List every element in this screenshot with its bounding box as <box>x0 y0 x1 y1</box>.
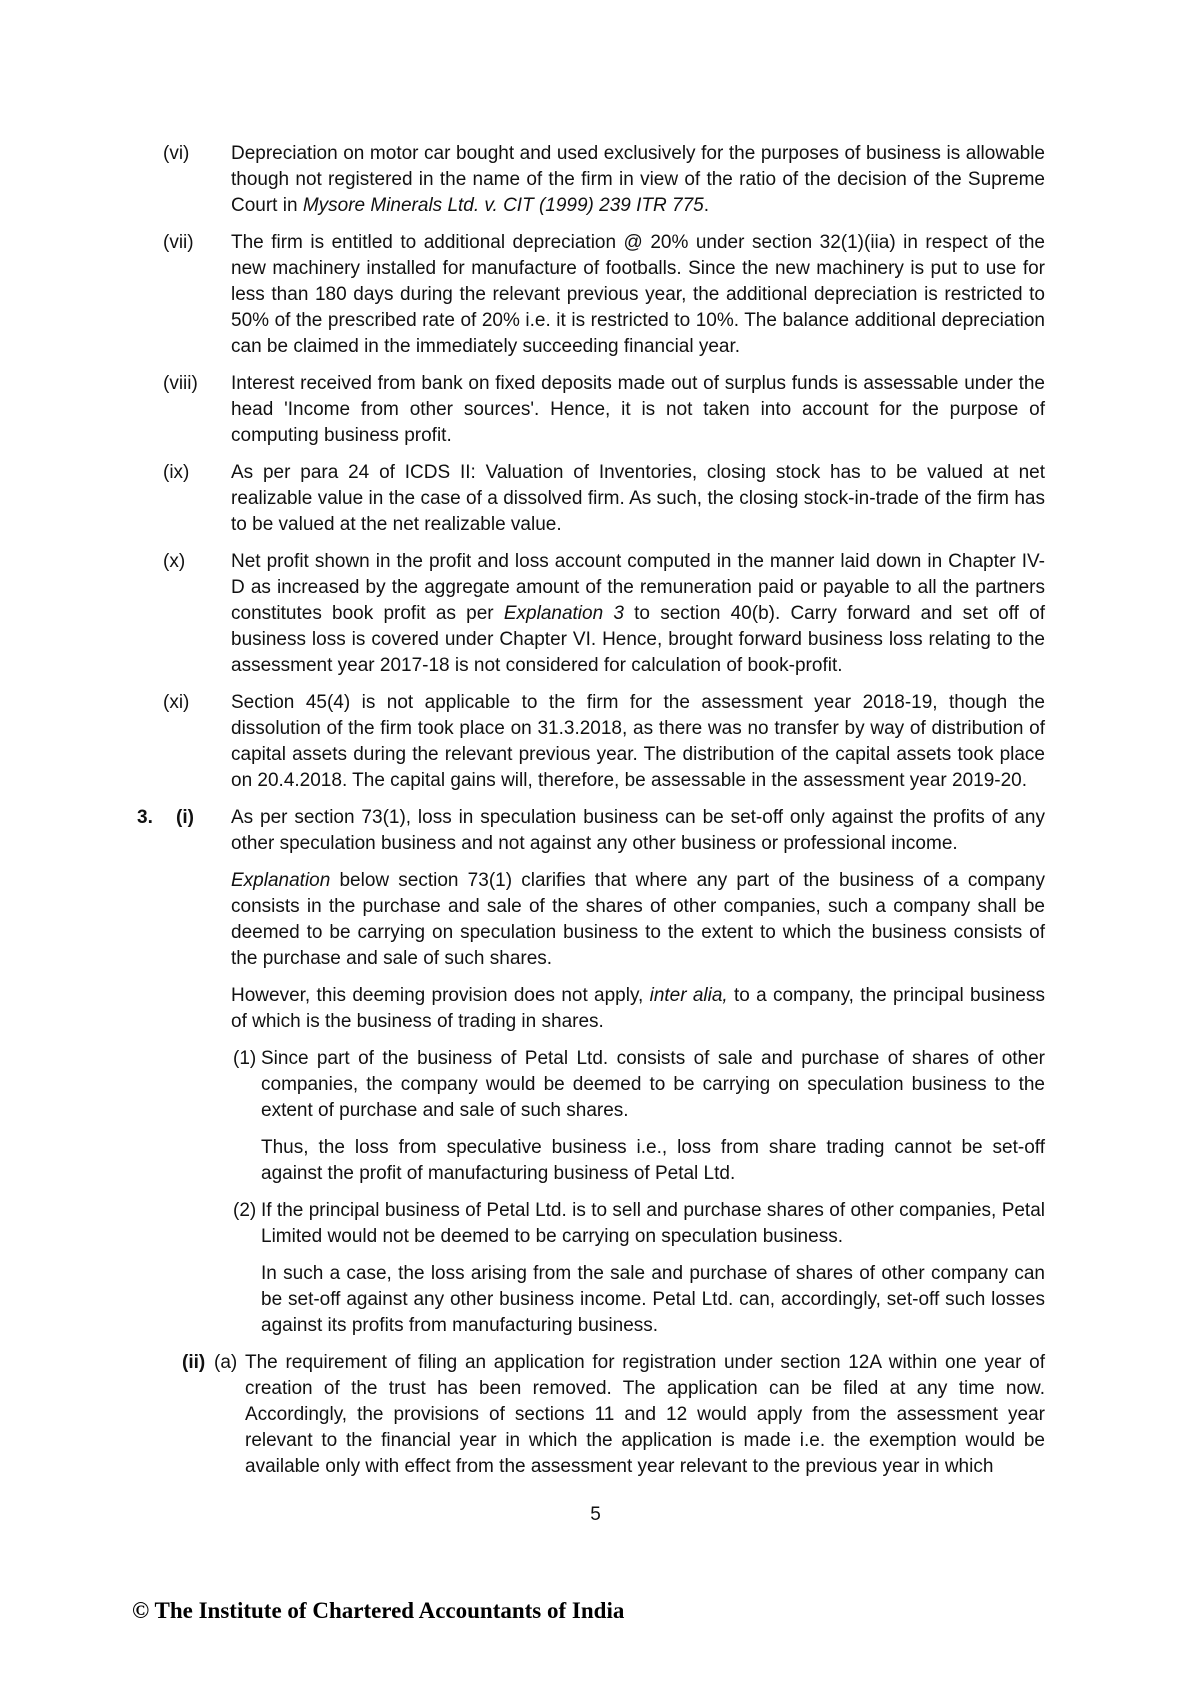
text-run: The firm is entitled to additional depreciation @ 20% under section 32(1)(iia) in respect of the new machinery installed for manufacture of footballs. Since the new machinery is put to use for less than 180 days during the relevant previous year, the additional depreciation is restricted to 50% of the prescribed rate of 20% i.e. it is restricted to 10%. The balance additional depreciation can be claimed in the immediately succeeding financial year. <box>231 232 1045 357</box>
item-label: (x) <box>163 551 186 572</box>
item-body <box>245 1350 1045 1491</box>
text-run: If the principal business of Petal Ltd. is to sell and purchase shares of other companies, Petal Limited would not be deemed to be carrying on speculation business. <box>261 1200 1045 1247</box>
paragraph <box>261 1135 1045 1187</box>
text-run: In such a case, the loss arising from the sale and purchase of shares of other company can be set-off against any other business income. Petal Ltd. can, accordingly, set-off such losses against its profits from manufacturing business. <box>261 1263 1045 1336</box>
list-item <box>137 549 1045 690</box>
text-run: Since part of the business of Petal Ltd. consists of sale and purchase of shares of other companies, the company would be deemed to be carrying on speculation business to the extent of purchase and sale of such shares. <box>261 1048 1045 1121</box>
list-item <box>137 371 1045 460</box>
page-number: 5 <box>590 1504 601 1525</box>
item-label: (1) <box>233 1048 257 1069</box>
text-run: The requirement of filing an application for registration under section 12A within one year of creation of the trust has been removed. The application can be filed at any time now. Accordingly, the provisions of sections 11 and 12 would apply from the assessment year relevant to the financial year in which the application is made i.e. the exemption would be available only with effect from the assessment year relevant to the previous year in which <box>245 1352 1045 1477</box>
text-run: to section 40(b). Carry forward and set off of business loss is covered under Chapter VI. Hence, brought forward business loss relating to the assessment year 2017-18 is not considered for calculation of book-profit. <box>231 603 1045 676</box>
item-body <box>231 690 1045 805</box>
item-body <box>261 1046 1045 1198</box>
paragraph <box>261 1046 1045 1124</box>
paragraph <box>261 1261 1045 1339</box>
text-run: to a company, the principal business of which is the business of trading in shares. <box>231 985 1045 1032</box>
paragraph <box>231 141 1045 219</box>
list-item <box>137 690 1045 805</box>
sub-list-item <box>231 1046 1045 1198</box>
text-run: As per para 24 of ICDS II: Valuation of Inventories, closing stock has to be valued at net realizable value in the case of a dissolved firm. As such, the closing stock-in-trade of the firm has to be valued at the net realizable value. <box>231 462 1045 535</box>
item-label: (vii) <box>163 232 194 253</box>
text-run: Thus, the loss from speculative business i.e., loss from share trading cannot be set-off against the profit of manufacturing business of Petal Ltd. <box>261 1137 1045 1184</box>
paragraph <box>231 690 1045 794</box>
item-label: (a) <box>214 1352 238 1373</box>
paragraph <box>231 371 1045 449</box>
document-body <box>137 141 1045 1491</box>
text-run: Interest received from bank on fixed deposits made out of surplus funds is assessable under the head 'Income from other sources'. Hence, it is not taken into account for the purpose of computing business profit. <box>231 373 1045 446</box>
paragraph <box>231 983 1045 1035</box>
italic-text: Explanation <box>231 870 331 891</box>
list-item <box>137 460 1045 549</box>
item-body <box>231 141 1045 230</box>
text-run: Net profit shown in the profit and loss account computed in the manner laid down in Chapter IV-D as increased by the aggregate amount of the remuneration paid or payable to all the partners constitutes book profit as per <box>231 551 1045 624</box>
item-label: (vi) <box>163 143 190 164</box>
item-label: (ii) <box>182 1352 206 1373</box>
item-label: (2) <box>233 1200 257 1221</box>
item-body <box>261 1198 1045 1350</box>
item-label: (i) <box>176 807 194 828</box>
paragraph <box>261 1198 1045 1250</box>
list-item <box>137 1350 1045 1491</box>
text-run: As per section 73(1), loss in speculation business can be set-off only against the profits of any other speculation business and not against any other business or professional income. <box>231 807 1045 854</box>
text-run: below section 73(1) clarifies that where any part of the business of a company consists in the purchase and sale of the shares of other companies, such a company shall be deemed to be carrying on speculation business to the extent to which the business consists of the purchase and sale of such shares. <box>231 870 1045 969</box>
italic-text: Explanation 3 <box>503 603 624 624</box>
copyright-footer: © The Institute of Chartered Accountants of India <box>132 1598 625 1623</box>
list-item <box>137 230 1045 371</box>
item-body <box>231 371 1045 460</box>
text-run: Section 45(4) is not applicable to the firm for the assessment year 2018-19, though the dissolution of the firm took place on 31.3.2018, as there was no transfer by way of distribution of capital assets during the relevant previous year. The distribution of the capital assets took place on 20.4.2018. The capital gains will, therefore, be assessable in the assessment year 2019-20. <box>231 692 1045 791</box>
item-label: (xi) <box>163 692 190 713</box>
paragraph <box>231 805 1045 857</box>
paragraph <box>231 460 1045 538</box>
item-body <box>231 230 1045 371</box>
italic-text: inter alia, <box>649 985 728 1006</box>
item-label: (ix) <box>163 462 190 483</box>
list-item <box>137 141 1045 230</box>
italic-text: Mysore Minerals Ltd. v. CIT (1999) 239 ITR 775 <box>302 195 704 216</box>
paragraph <box>231 230 1045 360</box>
text-run: . <box>703 195 710 216</box>
item-label: (viii) <box>163 373 198 394</box>
paragraph <box>245 1350 1045 1480</box>
item-body <box>231 460 1045 549</box>
text-run: However, this deeming provision does not apply, <box>231 985 650 1006</box>
paragraph <box>231 549 1045 679</box>
item-body <box>231 805 1045 1350</box>
sub-list-item <box>231 1198 1045 1350</box>
list-item <box>137 805 1045 1350</box>
item-label: 3. <box>137 807 153 828</box>
item-body <box>231 549 1045 690</box>
paragraph <box>231 868 1045 972</box>
text-run: Depreciation on motor car bought and used exclusively for the purposes of business is allowable though not registered in the name of the firm in view of the ratio of the decision of the Supreme Court in <box>231 143 1045 216</box>
